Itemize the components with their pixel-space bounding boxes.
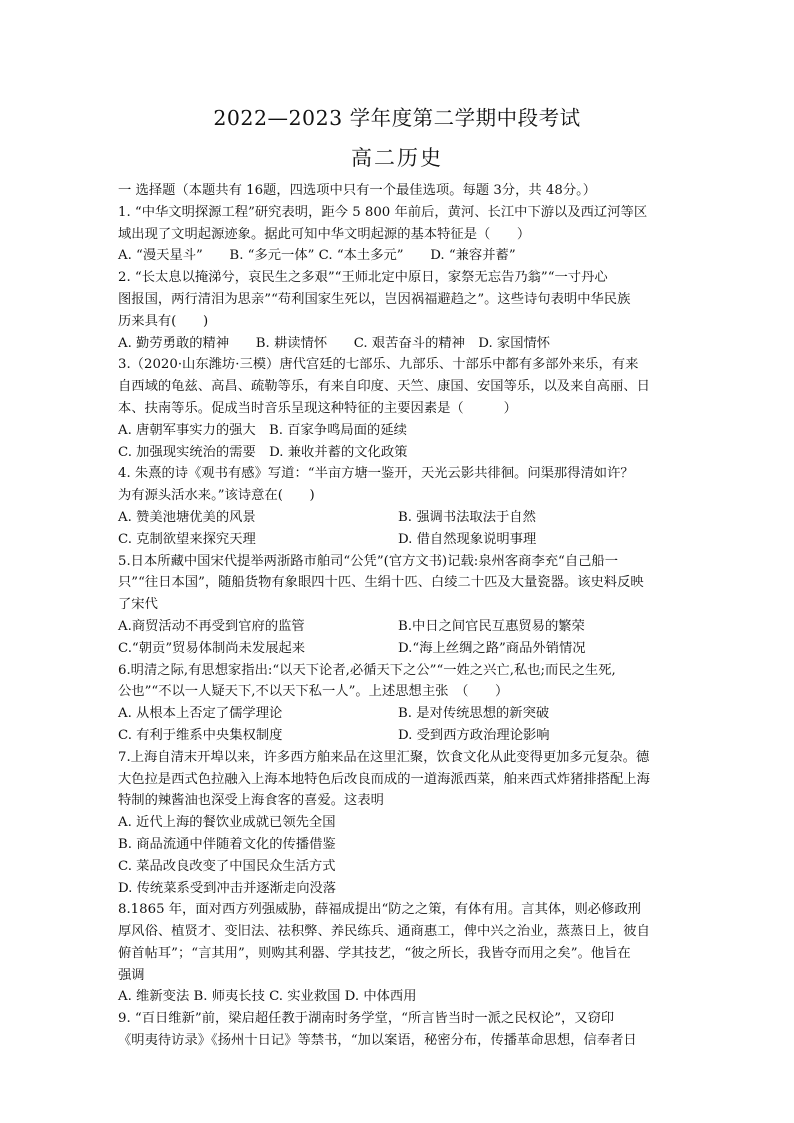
- answer-option-a: A.商贸活动不再受到官府的监管: [118, 618, 305, 634]
- answer-option-d: D. 受到西方政治理论影响: [398, 727, 550, 743]
- question-3: [118, 354, 660, 463]
- question-stem-line: 9. “百日维新”前，梁启超任教于湖南时务学堂，“所言皆当时一派之民权论”，又窃印: [118, 1011, 615, 1027]
- question-2: [118, 267, 660, 354]
- question-stem-line: 《明夷待访录》《扬州十日记》等禁书，“加以案语，秘密分布，传播革命思想，信奉者日: [118, 1033, 637, 1049]
- question-stem-line: 为有源头活水来。”该诗意在( ): [118, 488, 315, 504]
- question-stem-line: 了宋代: [118, 597, 158, 613]
- question-stem-line: 只”“往日本国”，随船货物有象眼四十匹、生绢十匹、白绫二十匹及大量瓷器。该史料反映: [118, 575, 644, 591]
- exam-content: [118, 180, 660, 1052]
- answer-option-b: B. 商品流通中伴随着文化的传播借鉴: [118, 836, 336, 852]
- exam-title: 2022—2023 学年度第二学期中段考试: [213, 106, 581, 130]
- question-stem-line: 4. 朱熹的诗《观书有感》写道：“半亩方塘一鉴开，天光云影共徘徊。问渠那得清如许？: [118, 466, 634, 482]
- answer-option-b: B. 是对传统思想的新突破: [398, 706, 550, 722]
- answer-option-c: C.“朝贡”贸易体制尚未发展起来: [118, 640, 306, 656]
- question-stem-line: 大色拉是西式色拉融入上海本地特色后改良而成的一道海派西菜，舶来西式炸猪排搭配上海: [118, 771, 650, 787]
- question-5: [118, 551, 660, 660]
- question-stem-line: 2. “长太息以掩涕兮，哀民生之多艰”“王师北定中原日，家祭无忘告乃翁”“一寸丹心: [118, 270, 608, 286]
- question-stem-line: 公也”“不以一人疑天下,不以天下私一人”。上述思想主张 （ ）: [118, 684, 509, 700]
- question-stem-line: 7.上海自清末开埠以来，许多西方舶来品在这里汇聚，饮食文化从此变得更加多元复杂。德: [118, 749, 650, 765]
- question-7: [118, 747, 660, 900]
- question-stem-line: 图报国，两行清泪为思亲”“苟利国家生死以，岂因祸福避趋之”。这些诗句表明中华民族: [118, 291, 631, 307]
- answer-option-c: C. 菜品改良改变了中国民众生活方式: [118, 858, 336, 874]
- question-9: [118, 1008, 660, 1052]
- question-stem-line: 厚风俗、植贤才、变旧法、祛积弊、养民练兵、通商惠工，俾中兴之治业，蒸蒸日上，彼自: [118, 924, 650, 940]
- answer-options-row: [118, 529, 660, 551]
- question-stem-line: 历来具有( ): [118, 313, 209, 329]
- answer-option-a: A. 从根本上否定了儒学理论: [118, 706, 283, 722]
- section-intro: 一 选择题（本题共有 16题，四选项中只有一个最佳选项。每题 3分，共 48分。）: [118, 183, 597, 198]
- answer-option-b: B.中日之间官民互惠贸易的繁荣: [398, 618, 585, 634]
- question-stem-line: 5.日本所藏中国宋代提举两浙路市舶司“公凭”(官方文书)记载:泉州客商李充“自己船一: [118, 553, 619, 569]
- question-stem-line: 本、扶南等乐。促成当时音乐呈现这种特征的主要因素是（ ）: [118, 400, 517, 416]
- question-8: [118, 899, 660, 1008]
- answer-options: A. 维新变法 B. 师夷长技 C. 实业救国 D. 中体西用: [118, 989, 417, 1005]
- answer-options-row: [118, 507, 660, 529]
- answer-options-row: [118, 616, 660, 638]
- question-6: [118, 660, 660, 747]
- question-stem-line: 强调: [118, 967, 145, 983]
- question-stem-line: 特制的辣酱油也深受上海食客的喜爱。这表明: [118, 793, 384, 809]
- answer-options-row: [118, 703, 660, 725]
- answer-option-d: D.“海上丝绸之路”商品外销情况: [398, 640, 586, 656]
- answer-options: A. “漫天星斗” B. “多元一体” C. “本土多元” D. “兼容并蓄”: [118, 248, 516, 264]
- question-1: [118, 202, 660, 267]
- question-stem-line: 6.明清之际,有思想家指出:“以天下论者,必循天下之公”“一姓之兴亡,私也;而民之生死,: [118, 662, 616, 678]
- answer-option-c: C. 克制欲望来探究天理: [118, 531, 256, 547]
- exam-subject: 高二历史: [351, 146, 443, 170]
- question-stem-line: 3.（2020·山东潍坊·三模）唐代宫廷的七部乐、九部乐、十部乐中都有多部外来乐，有来: [118, 357, 639, 373]
- answer-options-row: [118, 638, 660, 660]
- question-stem-line: 俯首帖耳”；“言其用”，则购其利器、学其技艺，“彼之所长，我皆夺而用之矣”。他旨在: [118, 945, 631, 961]
- answer-option-d: D. 传统菜系受到冲击并逐渐走向没落: [118, 880, 337, 896]
- question-stem-line: 域出现了文明起源迹象。据此可知中华文明起源的基本特征是（ ）: [118, 226, 531, 242]
- question-stem-line: 1. “中华文明探源工程”研究表明，距今 5 800 年前后，黄河、长江中下游以及西辽河等区: [118, 204, 648, 220]
- answer-options: C. 加强现实统治的需要 D. 兼收并蓄的文化政策: [118, 444, 408, 460]
- answer-option-b: B. 强调书法取法于自然: [398, 509, 536, 525]
- answer-options-row: [118, 725, 660, 747]
- answer-options: A. 勤劳勇敢的精神 B. 耕读情怀 C. 艰苦奋斗的精神 D. 家国情怀: [118, 335, 551, 351]
- answer-option-a: A. 赞美池塘优美的风景: [118, 509, 256, 525]
- question-4: [118, 463, 660, 550]
- question-stem-line: 8.1865 年，面对西方列强威胁，薛福成提出“防之之策，有体有用。言其体，则必修政刑: [118, 902, 641, 918]
- answer-option-d: D. 借自然现象说明事理: [398, 531, 537, 547]
- answer-option-a: A. 近代上海的餐饮业成就已领先全国: [118, 815, 336, 831]
- answer-options: A. 唐朝军事实力的强大 B. 百家争鸣局面的延续: [118, 422, 407, 438]
- question-stem-line: 自西域的龟兹、高昌、疏勒等乐，有来自印度、天竺、康国、安国等乐，以及来自高丽、日: [118, 379, 650, 395]
- answer-option-c: C. 有利于维系中央集权制度: [118, 727, 283, 743]
